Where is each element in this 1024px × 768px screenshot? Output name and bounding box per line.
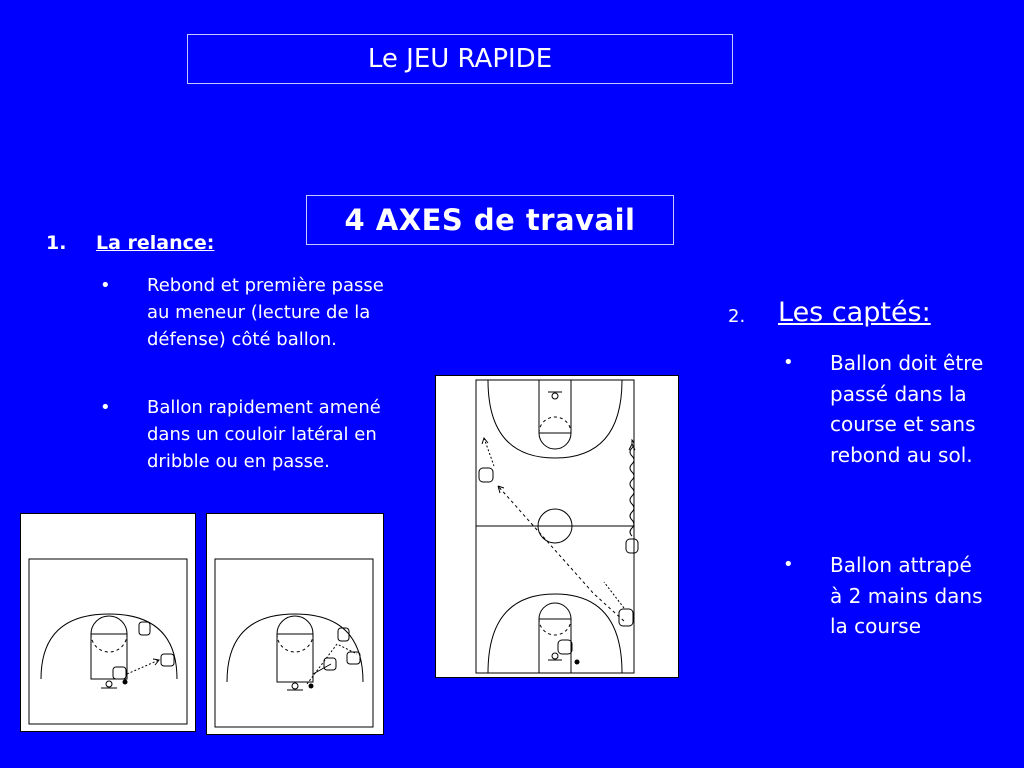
player-shape-top [338, 628, 349, 641]
pass-arrow [127, 660, 159, 674]
dribble-path [630, 440, 634, 536]
key [91, 634, 127, 679]
player-shape-top [139, 622, 150, 635]
section2-bullet-1-symbol: • [783, 352, 794, 373]
player-shape-wing [161, 654, 174, 666]
top-key [539, 380, 571, 433]
section1-number: 1. [46, 232, 67, 254]
section1-bullet-2-symbol: • [100, 397, 111, 418]
player-shape-right [626, 539, 638, 553]
slide-title-box [187, 34, 733, 84]
subtitle: 4 AXES de travail [344, 203, 636, 237]
section2-bullet-2-text: Ballon attrapé à 2 mains dans la course [830, 553, 983, 638]
player-shape-bottom-right [619, 609, 633, 626]
slide-title: Le JEU RAPIDE [367, 44, 553, 74]
court-boundary [29, 559, 187, 724]
half-court-diagram-2 [206, 513, 384, 735]
top-free-throw-circle [539, 433, 571, 449]
bottom-free-throw-circle [539, 603, 571, 619]
section2-bullet-2-symbol: • [783, 554, 794, 575]
pass-arrow-long [498, 486, 624, 621]
section2-bullet-1-text: Ballon doit être passé dans la course et sans rebond au sol. [830, 351, 984, 467]
bottom-three-point-arc [488, 594, 622, 673]
player-shape-center [113, 667, 126, 679]
section2-number: 2. [728, 306, 746, 327]
section1-bullet-2-text: Ballon rapidement amené dans un couloir latéral en dribble ou en passe. [147, 397, 381, 472]
player-shape-bottom [558, 640, 572, 654]
half-court-diagram-1 [20, 513, 196, 732]
player-shape-left [479, 468, 493, 482]
player-shape-wing [347, 652, 360, 664]
section1-heading: La relance: [96, 232, 215, 254]
bottom-key [539, 619, 571, 673]
subtitle-box [306, 195, 674, 245]
key [277, 634, 313, 682]
section1-bullet-1-symbol: • [100, 275, 111, 296]
three-point-arc [41, 614, 177, 679]
section1-bullet-1-text: Rebond et première passe au meneur (lecture de la défense) côté ballon. [147, 275, 384, 350]
section2-heading: Les captés: [778, 297, 931, 328]
three-point-arc [227, 614, 363, 682]
court-boundary [215, 559, 373, 727]
cut-arrow-left [484, 438, 494, 466]
full-court-diagram [435, 375, 679, 678]
